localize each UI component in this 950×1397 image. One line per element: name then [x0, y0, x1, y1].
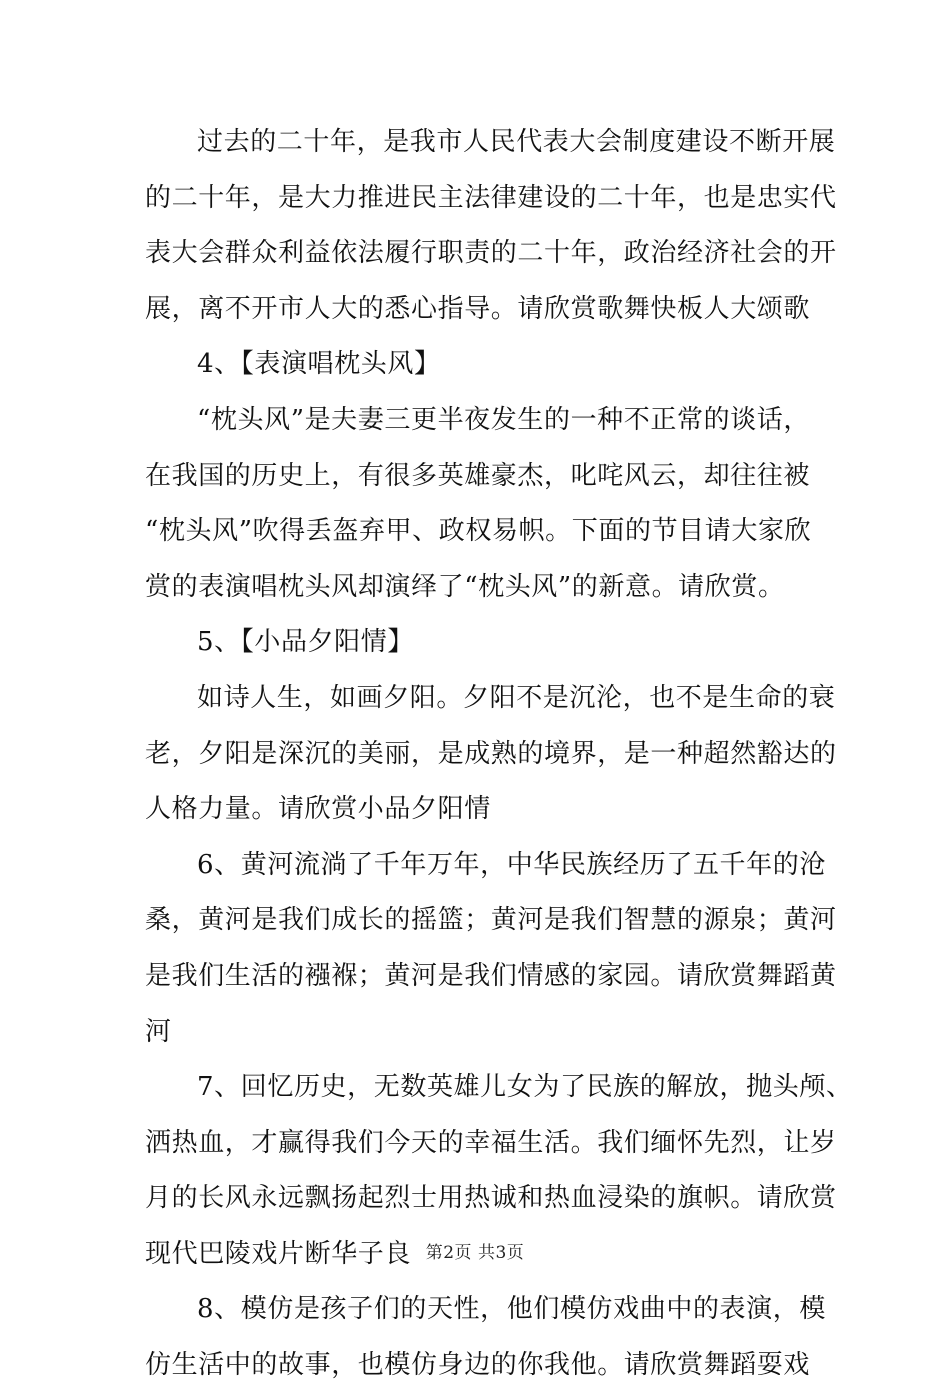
text-line: 展，离不开市人大的悉心指导。请欣赏歌舞快板人大颂歌 [145, 293, 811, 324]
text-line: 在我国的历史上，有很多英雄豪杰，叱咤风云，却往往被 [145, 460, 811, 491]
text-line: 赏的表演唱枕头风却演绎了“枕头风”的新意。请欣赏。 [145, 571, 785, 602]
section-heading [145, 618, 810, 674]
text-line: 仿生活中的故事，也模仿身边的你我他。请欣赏舞蹈耍戏 [145, 1350, 811, 1381]
heading-line: 5、【小品夕阳情】 [197, 627, 414, 658]
heading-line: 4、【表演唱枕头风】 [197, 349, 441, 380]
section-heading [145, 340, 810, 396]
paragraph [145, 118, 837, 340]
text-line: 7、回忆历史，无数英雄儿女为了民族的解放，抛头颅、 [197, 1072, 853, 1103]
text-line: “枕头风”是夫妻三更半夜发生的一种不正常的谈话， [197, 404, 810, 435]
paragraph [145, 841, 837, 1063]
text-line: 河 [145, 1016, 172, 1047]
text-line: 洒热血，才赢得我们今天的幸福生活。我们缅怀先烈，让岁 [145, 1127, 837, 1158]
text-line: 是我们生活的襁褓；黄河是我们情感的家园。请欣赏舞蹈黄 [145, 960, 837, 991]
text-line: 的二十年，是大力推进民主法律建设的二十年，也是忠实代 [145, 182, 837, 213]
page-footer [0, 1238, 950, 1263]
page-number: 第2页 共3页 [425, 1243, 525, 1263]
text-line: 现代巴陵戏片断华子良 [145, 1238, 412, 1269]
text-line: 如诗人生，如画夕阳。夕阳不是沉沦，也不是生命的衰 [197, 682, 836, 713]
paragraph [145, 1285, 826, 1396]
text-line: 人格力量。请欣赏小品夕阳情 [145, 794, 491, 825]
document-body [145, 118, 853, 1397]
text-line: 表大会群众利益依法履行职责的二十年，政治经济社会的开 [145, 238, 837, 269]
paragraph [145, 674, 837, 841]
text-line: 桑，黄河是我们成长的摇篮；黄河是我们智慧的源泉；黄河 [145, 905, 837, 936]
paragraph [145, 396, 810, 618]
text-line: 月的长风永远飘扬起烈士用热诚和热血浸染的旗帜。请欣赏 [145, 1183, 837, 1214]
text-line: 8、模仿是孩子们的天性，他们模仿戏曲中的表演，模 [197, 1294, 826, 1325]
text-line: 老，夕阳是深沉的美丽，是成熟的境界，是一种超然豁达的 [145, 738, 837, 769]
text-line: 过去的二十年，是我市人民代表大会制度建设不断开展 [197, 127, 836, 157]
text-line: 6、黄河流淌了千年万年，中华民族经历了五千年的沧 [197, 849, 826, 880]
text-line: “枕头风”吹得丢盔弃甲、政权易帜。下面的节目请大家欣 [145, 516, 812, 547]
